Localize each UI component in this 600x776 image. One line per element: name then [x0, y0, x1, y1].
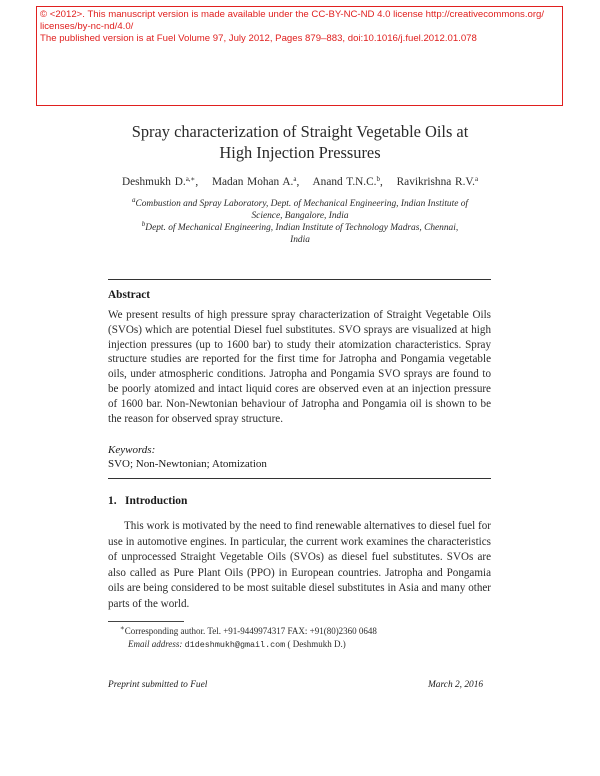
- footnote-corresponding: [120, 626, 377, 636]
- license-line-2: licenses/by-nc-nd/4.0/: [40, 21, 134, 33]
- abstract-top-rule: [108, 279, 491, 280]
- paper-title: [0, 121, 600, 163]
- section-title: Introduction: [125, 495, 188, 507]
- license-line-3: The published version is at Fuel Volume 97, July 2012, Pages 879–883, doi:10.1016/j.fuel.2012.01.078: [40, 33, 477, 45]
- footnote-text: Corresponding author. Tel. +91-9449974317 FAX: +91(80)2360 0648: [124, 626, 377, 636]
- title-line-2: High Injection Pressures: [219, 143, 381, 162]
- author-name: Madan Mohan A.: [211, 176, 294, 188]
- license-notice-box: [36, 6, 563, 106]
- license-line-1: © <2012>. This manuscript version is made available under the CC-BY-NC-ND 4.0 license http://creativecommons.org/: [40, 9, 545, 20]
- affiliation-line-1: Dept. of Mechanical Engineering, Indian Institute of Technology Madras, Chennai,: [145, 223, 459, 233]
- email-link[interactable]: d1deshmukh@gmail.com: [184, 640, 286, 650]
- footnote-rule: [108, 621, 184, 622]
- affiliation-line-2: India: [290, 234, 310, 245]
- author-affiliation-mark: a,∗: [185, 175, 196, 183]
- keywords-values: SVO; Non-Newtonian; Atomization: [108, 458, 267, 470]
- author-affiliation-mark: b: [376, 175, 380, 183]
- author-name: Deshmukh D.: [121, 176, 186, 188]
- affiliation-b: [108, 220, 492, 246]
- keywords-label: Keywords:: [108, 444, 156, 456]
- author-affiliation-mark: a: [293, 175, 297, 183]
- footnote-email: [128, 639, 346, 650]
- footer-journal: Preprint submitted to Fuel: [108, 680, 208, 690]
- affiliation-mark: b: [141, 220, 146, 228]
- abstract-text: We present results of high pressure spray characterization of Straight Vegetable Oils (SVOs) which are potential Diesel fuel substitutes. SVO sprays are visualized at high injection pressures (up to 1600 bar) to study their atomization characteristics. Spray structure studies are reported for the first time for Jatropha and Pongamia vegetable oils, under atmospheric conditions. Jatropha and Pongamia SVO sprays are found to be poorly atomized and intact liquid cores are observed even at an injection pressure of 1600 bar. Non-Newtonian behaviour of Jatropha and Pongamia oil is shown to be the reason for observed spray structure.: [108, 309, 491, 425]
- author-affiliation-mark: a: [474, 175, 479, 183]
- section-number: 1.: [108, 495, 117, 507]
- introduction-text: This work is motivated by the need to find renewable alternatives to diesel fuel for use in automotive engines. In particular, the current work examines the characteristics of unprocessed Straight Vegetable Oils (SVOs) as diesel fuel substitutes. SVOs are also called as Pure Plant Oils (PPO) in European countries. Jatropha and Pongamia oils are being considered to be most suitable diesel substitutes in Asia and many other parts of the world.: [108, 520, 491, 610]
- title-line-1: Spray characterization of Straight Vegetable Oils at: [131, 122, 469, 141]
- abstract-heading: Abstract: [108, 289, 151, 301]
- footnote-mark: ∗: [120, 624, 125, 632]
- author-list: Deshmukh D.$^{a,∗}$, Madan Mohan A.$^a$, Anand T.N.C.$^b$, Ravikrishna R.V.$^a$: [121, 175, 479, 188]
- affiliation-line-2: Science, Bangalore, India: [251, 210, 349, 221]
- email-suffix: ( Deshmukh D.): [287, 639, 346, 649]
- author-name: Anand T.N.C.: [312, 176, 377, 188]
- email-label: Email address:: [128, 639, 183, 649]
- section-heading: [108, 495, 187, 507]
- author-name: Ravikrishna R.V.: [396, 176, 475, 188]
- affiliation-a: [108, 196, 492, 222]
- affiliation-mark: a: [131, 196, 136, 204]
- affiliation-line-1: Combustion and Spray Laboratory, Dept. of Mechanical Engineering, Indian Institute of: [135, 199, 469, 209]
- footer-date: March 2, 2016: [428, 680, 484, 690]
- abstract-bottom-rule: [108, 478, 491, 479]
